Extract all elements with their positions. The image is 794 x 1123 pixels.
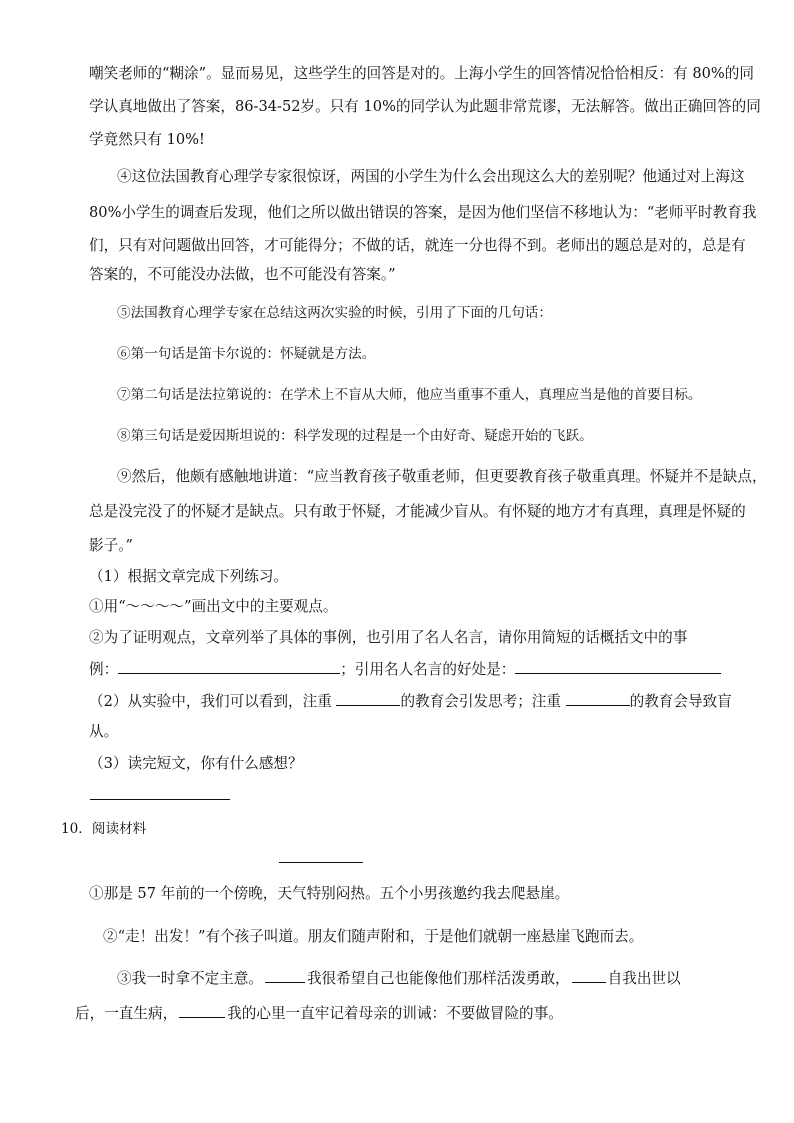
answer-blank-connective-3[interactable] xyxy=(179,1003,225,1018)
material-paragraph-3-text-d: 后，一直生病， xyxy=(75,1005,178,1022)
paragraph-intro-line-1: 嘲笑老师的“糊涂”。显而易见，这些学生的回答是对的。上海小学生的回答情况恰恰相反：有 80%的同 xyxy=(89,65,754,82)
question-1: （1）根据文章完成下列练习。 xyxy=(89,568,289,585)
paragraph-4-line-2: 80%小学生的调查后发现，他们之所以做出错误的答案，是因为他们坚信不移地认为：“老师平时教育我 xyxy=(89,204,757,221)
material-paragraph-3-line-1 xyxy=(117,968,681,989)
question-1-part-2-prefix: 例： xyxy=(89,661,119,678)
answer-blank-connective-2[interactable] xyxy=(572,968,606,983)
material-paragraph-3-text-b: 我很希望自己也能像他们那样活泼勇敢， xyxy=(306,970,570,987)
question-3: （3）读完短文，你有什么感想？ xyxy=(89,755,303,772)
question-1-part-2-line-2 xyxy=(89,659,721,680)
answer-blank-quote-benefit[interactable] xyxy=(515,659,721,674)
paragraph-4-line-4: 答案的，不可能没办法做，也不可能没有答案。” xyxy=(89,266,396,283)
material-paragraph-3-text-c: 自我出世以 xyxy=(607,970,681,987)
paragraph-9-line-2: 总是没完没了的怀疑才是缺点。只有敢于怀疑，才能减少盲从。有怀疑的地方才有真理，真理是怀疑的 xyxy=(89,503,746,520)
question-2-suffix: 的教育会导致盲 xyxy=(629,693,732,710)
question-2-line-2: 从。 xyxy=(89,723,119,740)
question-1-part-2-line-1: ②为了证明观点，文章列举了具体的事例，也引用了名人名言，请你用简短的话概括文中的事 xyxy=(89,629,688,646)
title-blank-line[interactable] xyxy=(279,862,363,863)
answer-blank-q2-second[interactable] xyxy=(566,691,630,706)
material-paragraph-3-text-e: 我的心里一直牢记着母亲的训诫：不要做冒险的事。 xyxy=(227,1005,563,1022)
paragraph-intro-line-3: 学竟然只有 10%! xyxy=(89,131,205,148)
paragraph-9-line-1: ⑨然后，他颇有感触地讲道：“应当教育孩子敬重老师，但更要教育孩子敬重真理。怀疑并不是缺点， xyxy=(117,468,767,485)
question-2-mid: 的教育会引发思考；注重 xyxy=(400,693,566,710)
question-2-prefix: （2）从实验中，我们可以看到，注重 xyxy=(89,693,337,710)
question-2-line-1 xyxy=(89,691,732,712)
answer-blank-example[interactable] xyxy=(118,659,340,674)
question-1-part-2-mid: ；引用名人名言的好处是： xyxy=(340,661,516,678)
answer-line-q3[interactable] xyxy=(90,799,230,800)
material-paragraph-1: ①那是 57 年前的一个傍晚，天气特别闷热。五个小男孩邀约我去爬悬崖。 xyxy=(89,885,570,902)
material-paragraph-2: ②“走！出发！”有个孩子叫道。朋友们随声附和，于是他们就朝一座悬崖飞跑而去。 xyxy=(103,928,644,945)
paragraph-9-line-3: 影子。” xyxy=(89,537,133,554)
question-10-header: 10．阅读材料 xyxy=(61,821,147,837)
paragraph-intro-line-2: 学认真地做出了答案，86-34-52岁。只有 10%的同学认为此题非常荒谬，无法解答。做出正确回答的同 xyxy=(89,98,761,115)
paragraph-4-line-1: ④这位法国教育心理学专家很惊讶，两国的小学生为什么会出现这么大的差别呢？他通过对上海这 xyxy=(117,168,745,185)
material-paragraph-3-line-2 xyxy=(75,1003,563,1024)
material-paragraph-3-text-a: ③我一时拿不定主意。 xyxy=(117,970,263,987)
paragraph-6: ⑥第一句话是笛卡尔说的：怀疑就是方法。 xyxy=(117,346,376,362)
answer-blank-connective-1[interactable] xyxy=(265,968,305,983)
paragraph-8: ⑧第三句话是爱因斯坦说的：科学发现的过程是一个由好奇、疑虑开始的飞跃。 xyxy=(117,428,593,444)
question-1-part-1: ①用“～～～～”画出文中的主要观点。 xyxy=(89,598,338,615)
paragraph-7: ⑦第二句话是法拉第说的：在学术上不盲从大师，他应当重事不重人，真理应当是他的首要目标。 xyxy=(117,387,702,403)
answer-blank-q2-first[interactable] xyxy=(336,691,400,706)
paragraph-5: ⑤法国教育心理学专家在总结这两次实验的时候，引用了下面的几句话： xyxy=(117,305,552,321)
paragraph-4-line-3: 们，只有对问题做出回答，才可能得分；不做的话，就连一分也得不到。老师出的题总是对的，总是有 xyxy=(89,237,746,254)
